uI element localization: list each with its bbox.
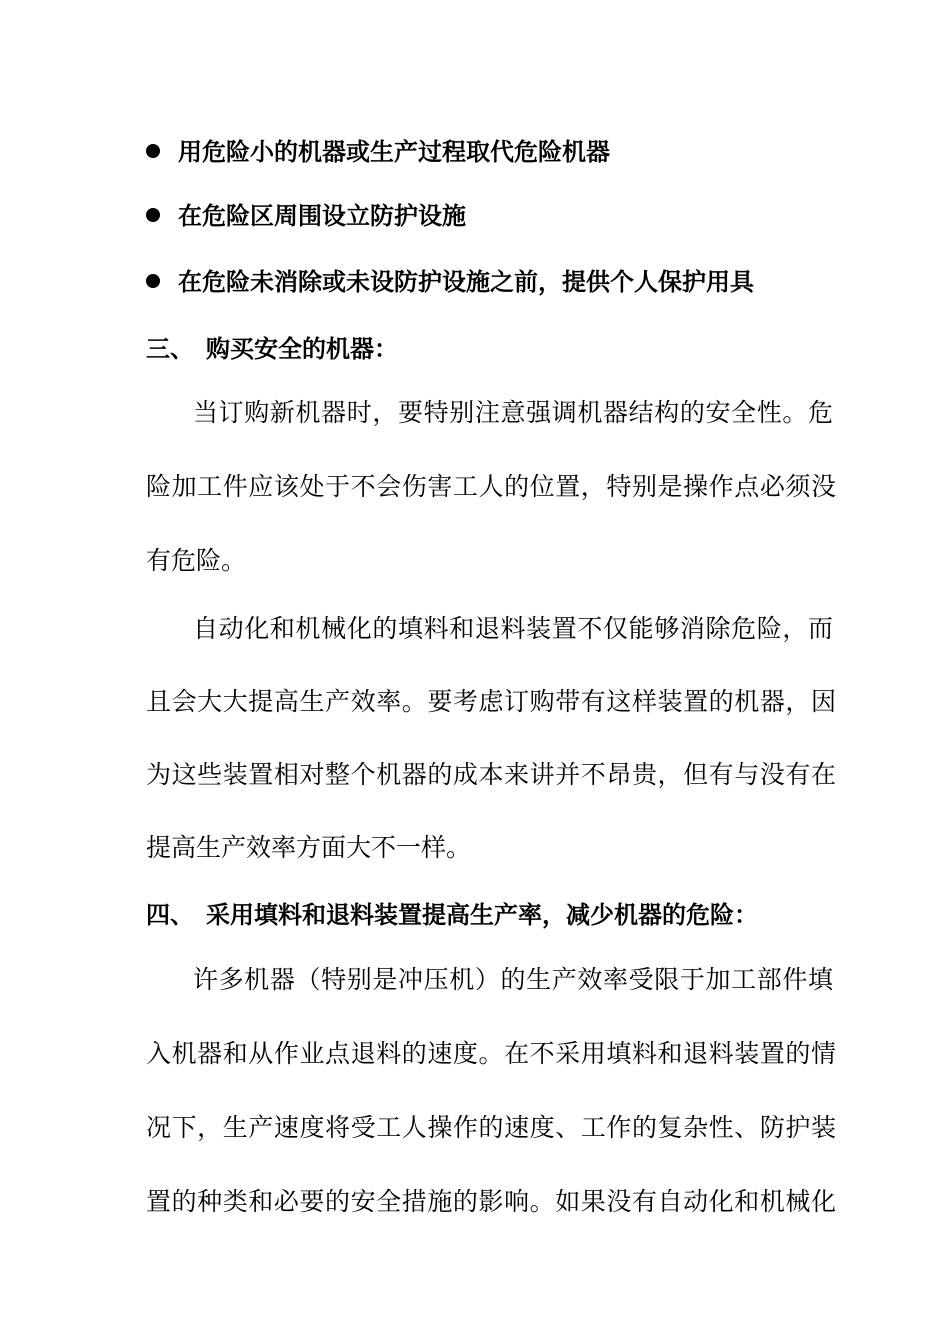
bullet-text: 用危险小的机器或生产过程取代危险机器 — [178, 138, 610, 166]
bullet-item — [146, 198, 836, 234]
paragraph-line: 且会大大提高生产效率。要考虑订购带有这样装置的机器，因 — [146, 687, 836, 716]
paragraph-line: 况下，生产速度将受工人操作的速度、工作的复杂性、防护装 — [146, 1113, 836, 1142]
section-number: 三、 — [146, 335, 194, 363]
paragraph-line: 险加工件应该处于不会伤害工人的位置，特别是操作点必须没 — [146, 472, 836, 501]
bullet-dot-icon — [146, 144, 160, 158]
bullet-dot-icon — [146, 208, 160, 222]
paragraph-line: 置的种类和必要的安全措施的影响。如果没有自动化和机械化 — [146, 1187, 836, 1216]
bullet-text: 在危险区周围设立防护设施 — [178, 202, 466, 230]
section-title: 采用填料和退料装置提高生产率，减少机器的危险： — [206, 901, 758, 929]
bullet-dot-icon — [146, 274, 160, 288]
section-title: 购买安全的机器： — [206, 335, 398, 363]
section-number: 四、 — [146, 901, 194, 929]
paragraph-line: 许多机器（特别是冲压机）的生产效率受限于加工部件填 — [193, 965, 833, 994]
paragraph-line: 自动化和机械化的填料和退料装置不仅能够消除危险，而 — [193, 614, 833, 643]
section-heading-4 — [146, 897, 836, 933]
paragraph-line: 为这些装置相对整个机器的成本来讲并不昂贵，但有与没有在 — [146, 760, 836, 789]
paragraph-line: 当订购新机器时，要特别注意强调机器结构的安全性。危 — [193, 398, 833, 427]
paragraph-line: 有危险。 — [146, 546, 247, 575]
paragraph-line: 入机器和从作业点退料的速度。在不采用填料和退料装置的情 — [146, 1039, 836, 1068]
section-heading-3 — [146, 331, 836, 367]
bullet-item — [146, 134, 836, 170]
bullet-text: 在危险未消除或未设防护设施之前，提供个人保护用具 — [178, 268, 754, 296]
paragraph-line: 提高生产效率方面大不一样。 — [146, 833, 472, 862]
bullet-item — [146, 264, 836, 300]
